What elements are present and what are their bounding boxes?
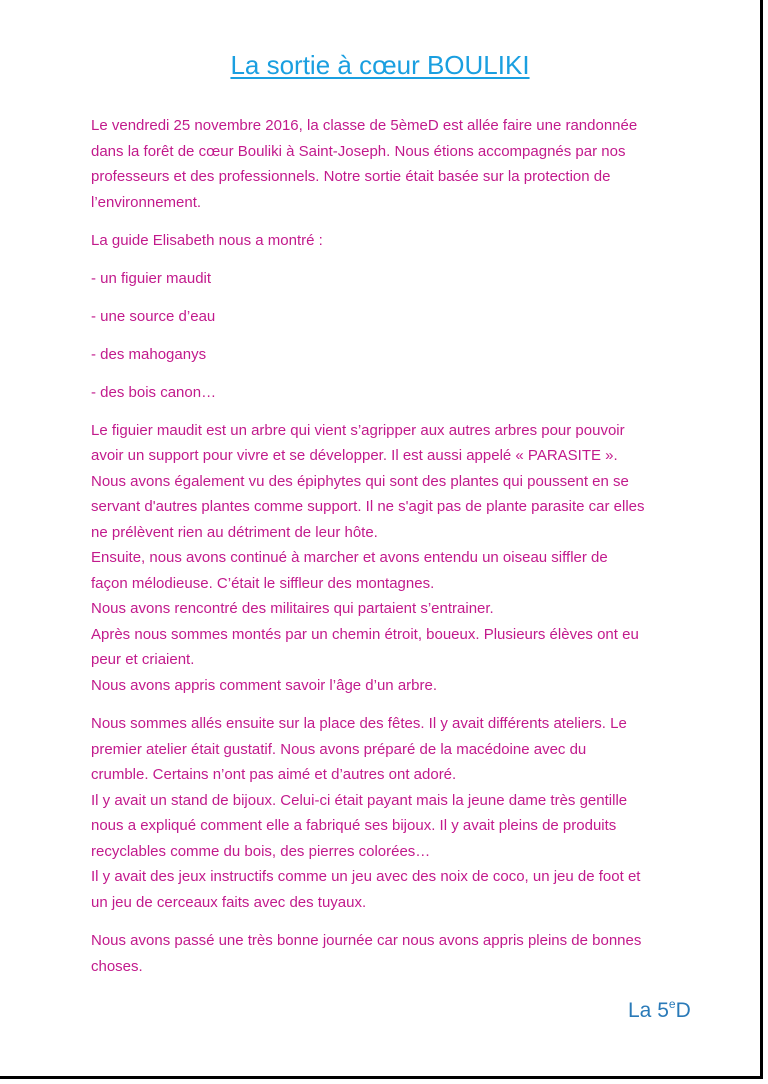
walk-line: peur et criaient. [91,651,195,668]
walk-line: Nous avons appris comment savoir l’âge d’un arbre. [91,676,438,694]
class-signature [628,990,691,1025]
page-title: La sortie à cœur BOULIKI [230,50,530,80]
list-item: - des mahoganys [91,345,207,363]
fete-line: recyclables comme du bois, des pierres colorées… [91,842,431,860]
signature-prefix: La 5 [628,999,669,1022]
walk-line: façon mélodieuse. C’était le siffleur des montagnes. [91,574,435,592]
fete-line: un jeu de cerceaux faits avec des tuyaux. [91,893,367,911]
walk-line: Après nous sommes montés par un chemin étroit, boueux. Plusieurs élèves ont eu [91,625,639,643]
list-item: - une source d’eau [91,307,216,325]
intro-line: l’environnement. [91,193,202,211]
guide-line: La guide Elisabeth nous a montré : [91,231,323,249]
walk-line: Nous avons rencontré des militaires qui partaient s’entrainer. [91,600,494,617]
fete-line: Il y avait des jeux instructifs comme un jeu avec des noix de coco, un jeu de foot et [91,868,641,885]
list-item: - des bois canon… [91,383,217,401]
conclusion-line: Nous avons passé une très bonne journée car nous avons appris pleins de bonnes [91,932,642,949]
walk-line: avoir un support pour vivre et se développer. Il est aussi appelé « PARASITE ». [91,447,618,464]
conclusion-line: choses. [91,957,143,975]
walk-line: servant d'autres plantes comme support. Il ne s'agit pas de plante parasite car elles [91,498,645,515]
walk-line: Le figuier maudit est un arbre qui vient s’agripper aux autres arbres pour pouvoir [91,421,625,439]
document-body [91,113,711,979]
walk-line: Nous avons également vu des épiphytes qui sont des plantes qui poussent en se [91,472,629,490]
fete-line: nous a expliqué comment elle a fabriqué ses bijoux. Il y avait pleins de produits [91,817,617,834]
intro-line: Le vendredi 25 novembre 2016, la classe de 5èmeD est allée faire une randonnée [91,117,638,134]
walk-line: ne prélèvent rien au détriment de leur hôte. [91,523,378,541]
intro-line: dans la forêt de cœur Bouliki à Saint-Joseph. Nous étions accompagnés par nos [91,142,626,160]
fete-line: premier atelier était gustatif. Nous avons préparé de la macédoine avec du [91,740,587,758]
intro-line: professeurs et des professionnels. Notre sortie était basée sur la protection de [91,168,611,185]
fete-line: crumble. Certains n’ont pas aimé et d’autres ont adoré. [91,766,457,783]
fete-line: Il y avait un stand de bijoux. Celui-ci était payant mais la jeune dame très gentille [91,791,628,809]
signature-suffix: D [675,999,691,1022]
signature-superscript: e [668,997,676,1011]
walk-line: Ensuite, nous avons continué à marcher et avons entendu un oiseau siffler de [91,549,608,566]
list-item: - un figuier maudit [91,269,212,287]
fete-line: Nous sommes allés ensuite sur la place des fêtes. Il y avait différents ateliers. Le [91,715,627,732]
